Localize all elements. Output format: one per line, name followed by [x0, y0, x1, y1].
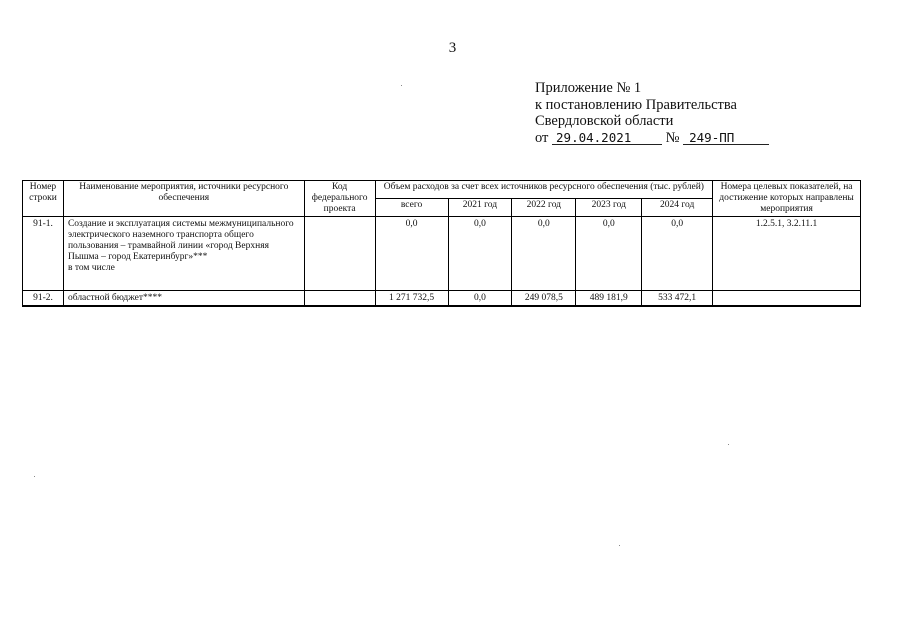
table-row — [23, 217, 861, 291]
row-2021: 0,0 — [448, 217, 512, 291]
expenses-table — [22, 180, 861, 307]
header-2022: 2022 год — [512, 199, 576, 217]
appendix-block — [535, 80, 769, 146]
row-name-text: Создание и эксплуатация системы межмуниципального электрического наземного транспорта общего пользования – трамвайной линии «город Верхняя Пышма – город Екатеринбург»*** — [67, 219, 294, 262]
date-prefix: от — [535, 129, 549, 146]
row-name: областной бюджет**** — [63, 291, 304, 307]
row-number: 91-2. — [23, 291, 64, 307]
header-targets: Номера целевых показателей, на достижение которых направлены мероприятия — [713, 181, 861, 217]
row-fed-code — [304, 291, 375, 307]
row-2023: 489 181,9 — [576, 291, 642, 307]
row-fed-code — [304, 217, 375, 291]
header-name: Наименование мероприятия, источники ресурсного обеспечения — [63, 181, 304, 217]
row-name-sub: в том числе — [67, 263, 115, 273]
row-2024: 533 472,1 — [642, 291, 713, 307]
appendix-title: Приложение № 1 — [535, 80, 642, 96]
scan-speck — [619, 545, 620, 546]
row-2023: 0,0 — [576, 217, 642, 291]
header-2024: 2024 год — [642, 199, 713, 217]
row-total: 0,0 — [375, 217, 448, 291]
number-prefix: № — [665, 129, 680, 146]
header-row-num: Номер строки — [23, 181, 64, 217]
row-2021: 0,0 — [448, 291, 512, 307]
row-2022: 0,0 — [512, 217, 576, 291]
header-fed-code: Код федерального проекта — [304, 181, 375, 217]
header-total: всего — [375, 199, 448, 217]
header-2023: 2023 год — [576, 199, 642, 217]
row-total: 1 271 732,5 — [375, 291, 448, 307]
row-number: 91-1. — [23, 217, 64, 291]
page-number: 3 — [448, 40, 457, 56]
row-2022: 249 078,5 — [512, 291, 576, 307]
scan-speck — [728, 444, 729, 445]
row-2024: 0,0 — [642, 217, 713, 291]
appendix-region: Свердловской области — [535, 113, 674, 129]
appendix-resolution: к постановлению Правительства — [535, 96, 737, 113]
header-row-1 — [23, 181, 861, 199]
header-2021: 2021 год — [448, 199, 512, 217]
scan-speck — [401, 85, 402, 86]
scan-speck — [34, 476, 35, 477]
row-targets: 1.2.5.1, 3.2.11.1 — [713, 217, 861, 291]
table-row — [23, 291, 861, 307]
resolution-date: 29.04.2021 — [552, 131, 662, 145]
appendix-date-line — [535, 130, 769, 147]
resolution-number: 249-ПП — [683, 131, 769, 145]
row-name — [63, 217, 304, 291]
header-volume: Объем расходов за счет всех источников ресурсного обеспечения (тыс. рублей) — [375, 181, 713, 199]
row-targets — [713, 291, 861, 307]
